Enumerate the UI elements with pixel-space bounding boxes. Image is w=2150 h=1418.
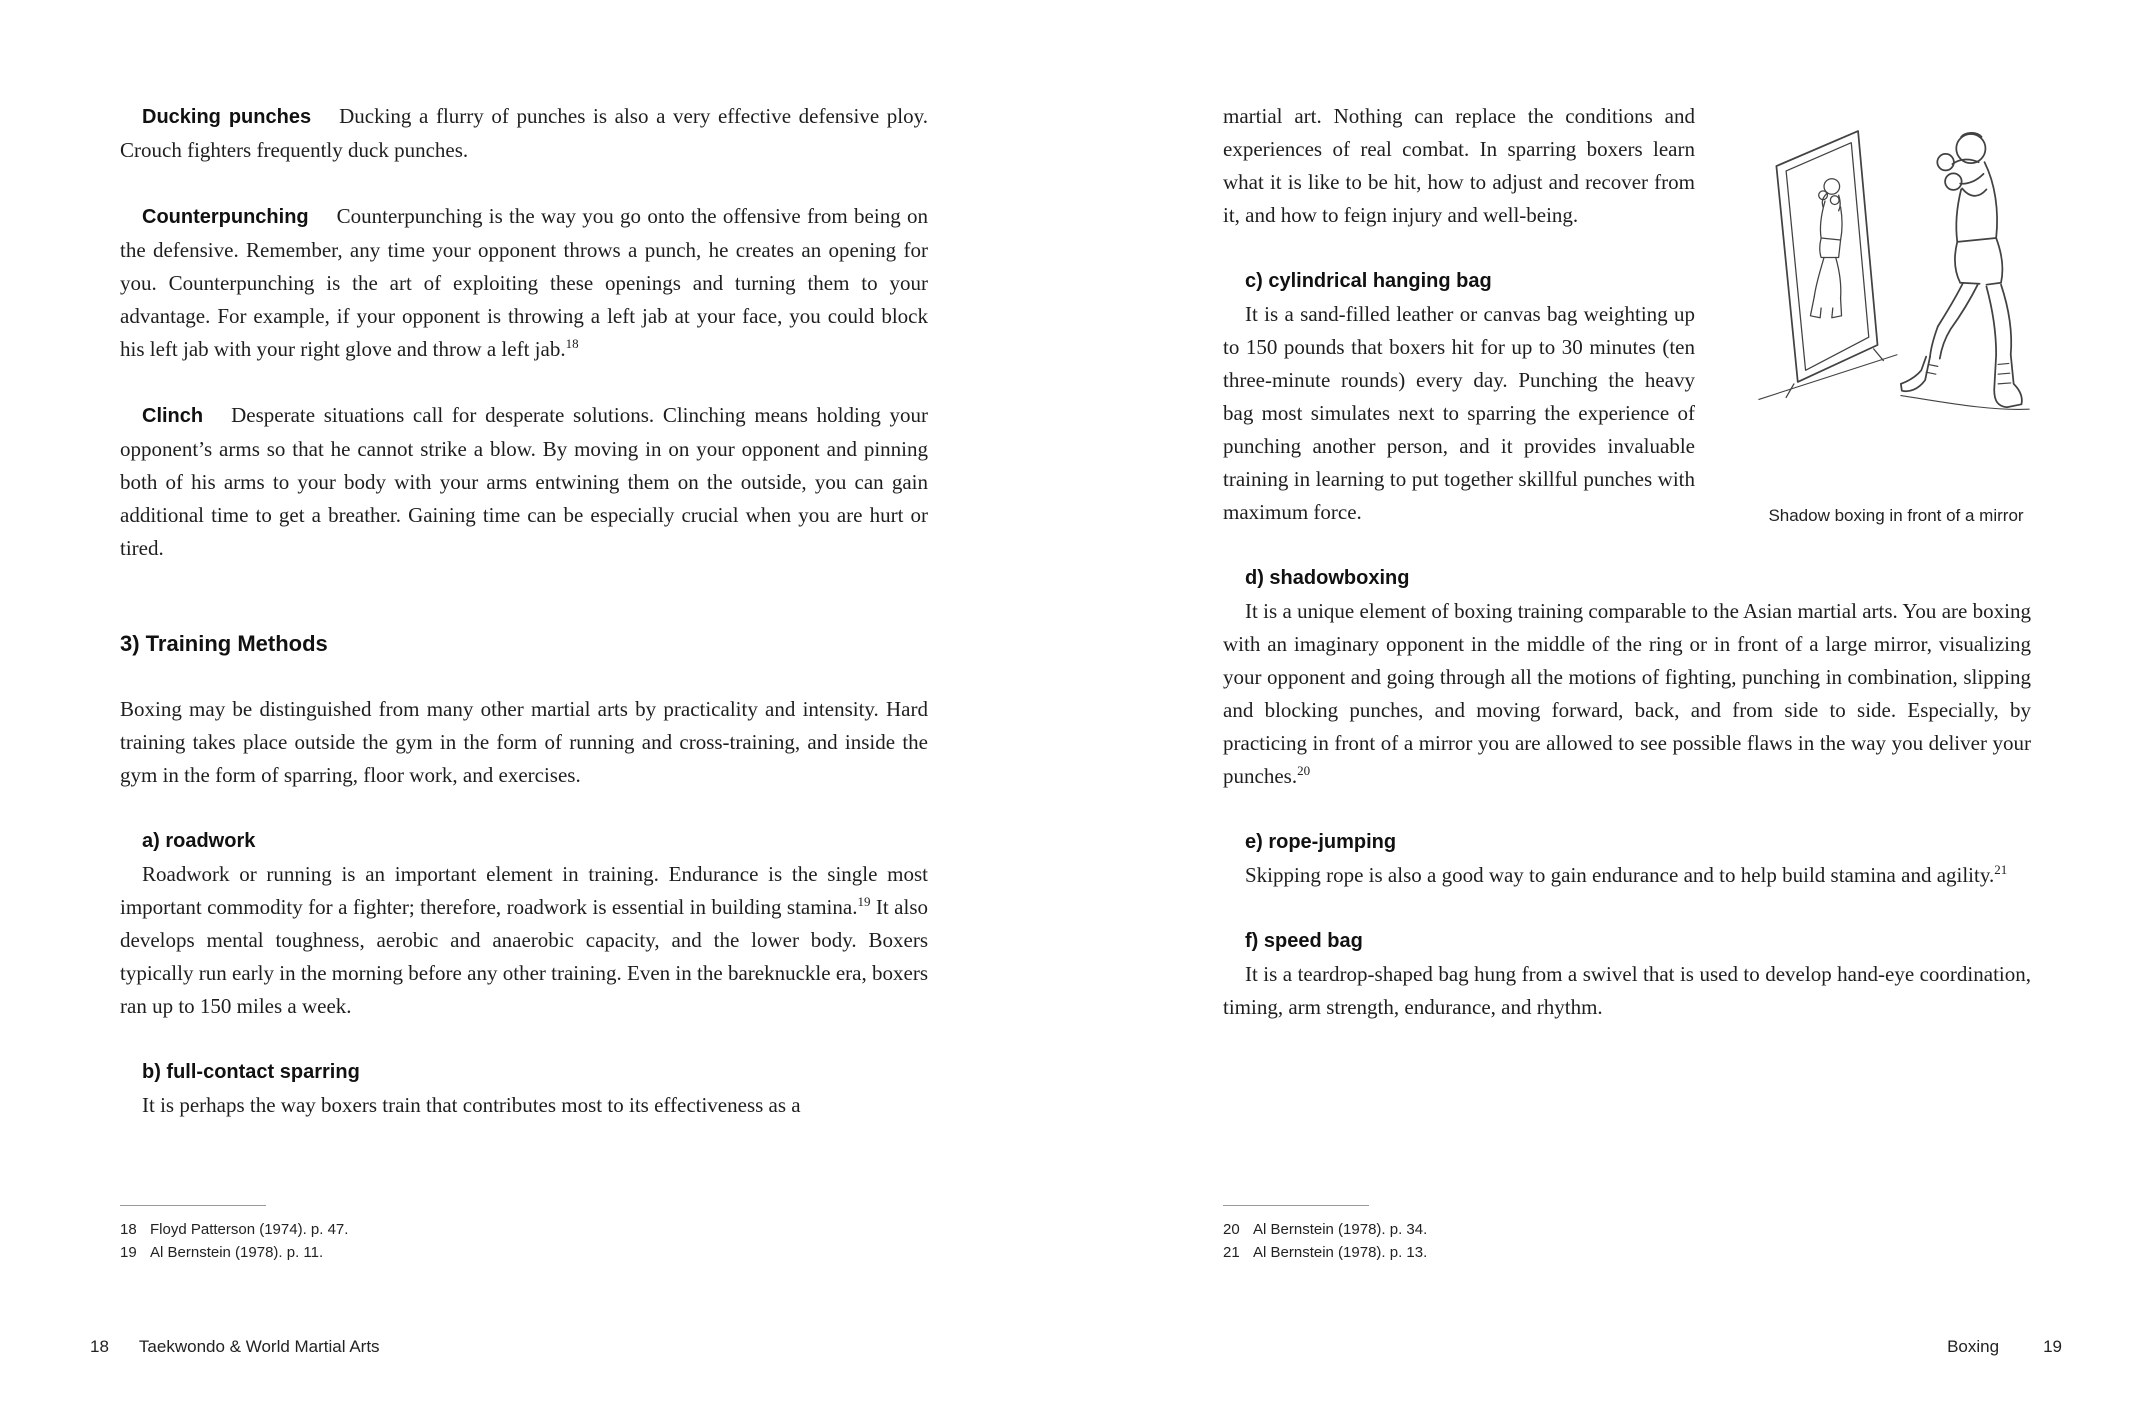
subheading-shadowboxing: d) shadowboxing	[1245, 567, 1410, 589]
paragraph-sparring-continued: martial art. Nothing can replace the conditions and experiences of real combat. In sparring boxers learn what it is like to be hit, how to adjust and recover from it, and how to feign injury and well-being.	[1223, 104, 1695, 227]
page-number-right: 19	[2043, 1337, 2062, 1356]
figure-shadowboxing	[1752, 92, 2040, 526]
footnotes-right-page	[1223, 1205, 1743, 1264]
footnote-reference-21: 21	[1994, 862, 2008, 877]
footnote-21	[1223, 1241, 1743, 1264]
paragraph-shadowboxing	[1223, 595, 2031, 793]
footnote-reference-19: 19	[857, 894, 871, 909]
page-left-text-column	[120, 100, 928, 1122]
running-title-right: Boxing	[1947, 1337, 2000, 1356]
runin-head-clinch: Clinch	[142, 405, 204, 427]
footnote-19	[120, 1241, 640, 1264]
runin-head-counterpunching: Counterpunching	[142, 206, 309, 228]
paragraph-clinch	[120, 399, 928, 565]
figure-caption: Shadow boxing in front of a mirror	[1768, 506, 2024, 525]
footnote-text: Floyd Patterson (1974). p. 47.	[150, 1221, 349, 1238]
subheading-speed-bag: f) speed bag	[1245, 930, 1363, 952]
paragraph-speed-bag: It is a teardrop-shaped bag hung from a swivel that is used to develop hand-eye coordination, timing, arm strength, endurance, and rhythm.	[1223, 962, 2031, 1019]
footnote-text: Al Bernstein (1978). p. 11.	[150, 1244, 324, 1261]
footnote-text: Al Bernstein (1978). p. 13.	[1253, 1244, 1428, 1261]
runin-head-ducking-punches: Ducking punches	[142, 106, 312, 128]
narrow-text-block	[1223, 100, 1695, 529]
footnote-rule	[120, 1205, 266, 1206]
footnotes-left-page	[120, 1205, 640, 1264]
paragraph-text: It also develops mental toughness, aerobic and anaerobic capacity, and the lower body. Boxers typically run early in the morning before any other training. Even in the bareknuckle era, boxers ran up to 150 miles a week.	[120, 895, 928, 1018]
paragraph-training-intro: Boxing may be distinguished from many other martial arts by practicality and intensity. Hard training takes place outside the gym in the form of running and cross-training, and inside the gym in the form of sparring, floor work, and exercises.	[120, 697, 928, 787]
page-footer-left	[90, 1337, 380, 1357]
page-footer-right	[1947, 1337, 2062, 1357]
subheading-full-contact-sparring: b) full-contact sparring	[142, 1061, 360, 1083]
footnote-number: 21	[1223, 1244, 1240, 1261]
footnote-reference-20: 20	[1297, 763, 1311, 778]
subheading-cylindrical-hanging-bag: c) cylindrical hanging bag	[1245, 270, 1492, 292]
paragraph-text: Roadwork or running is an important element in training. Endurance is the single most important commodity for a fighter; therefore, roadwork is essential in building stamina.	[120, 862, 928, 919]
footnote-18	[120, 1218, 640, 1241]
subheading-roadwork: a) roadwork	[142, 830, 256, 852]
running-title-left: Taekwondo & World Martial Arts	[138, 1337, 380, 1356]
page-number-left: 18	[90, 1337, 109, 1356]
paragraph-text: Skipping rope is also a good way to gain endurance and to help build stamina and agility.	[1245, 863, 1995, 887]
footnote-20	[1223, 1218, 1743, 1241]
paragraph-sparring-start: It is perhaps the way boxers train that contributes most to its effectiveness as a	[142, 1093, 801, 1117]
paragraph-ducking-punches	[120, 100, 928, 167]
section-heading-training-methods: 3) Training Methods	[120, 631, 328, 656]
paragraph-text: Desperate situations call for desperate solutions. Clinching means holding your opponent’s arms so that he cannot strike a blow. By moving in on your opponent and pinning both of his arms to your body with your arms entwining them on the outside, you can gain additional time to get a breather. Gaining time can be especially crucial when you are hurt or tired.	[120, 403, 928, 560]
subheading-rope-jumping: e) rope-jumping	[1245, 831, 1397, 853]
footnote-rule	[1223, 1205, 1369, 1206]
footnote-reference-18: 18	[565, 336, 579, 351]
shadowboxing-mirror-illustration	[1755, 92, 2037, 491]
paragraph-text: Ducking a flurry of punches is also a very effective defensive ploy. Crouch fighters frequently duck punches.	[120, 104, 928, 162]
paragraph-text: Counterpunching is the way you go onto the offensive from being on the defensive. Remember, any time your opponent throws a punch, he creates an opening for you. Counterpunching is the art of exploiting these openings and turning them to your advantage. For example, if your opponent is throwing a left jab at your face, you could block his left jab with your right glove and throw a left jab.	[120, 204, 928, 361]
paragraph-rope-jumping	[1223, 859, 2031, 892]
paragraph-roadwork	[120, 858, 928, 1023]
footnote-number: 18	[120, 1221, 137, 1238]
footnote-text: Al Bernstein (1978). p. 34.	[1253, 1221, 1428, 1238]
paragraph-hanging-bag: It is a sand-filled leather or canvas bag weighting up to 150 pounds that boxers hit for up to 30 minutes (ten three-minute rounds) every day. Punching the heavy bag most simulates next to sparring the experience of punching another person, and it provides invaluable training in learning to put together skillful punches with maximum force.	[1223, 302, 1695, 524]
footnote-number: 19	[120, 1244, 137, 1261]
paragraph-counterpunching	[120, 200, 928, 366]
footnote-number: 20	[1223, 1221, 1240, 1238]
paragraph-text: It is a unique element of boxing training comparable to the Asian martial arts. You are boxing with an imaginary opponent in the middle of the ring or in front of a large mirror, visualizing your opponent and going through all the motions of fighting, punching in combination, slipping and blocking punches, and moving forward, back, and from side to side. Especially, by practicing in front of a mirror you are allowed to see possible flaws in the way you deliver your punches.	[1223, 599, 2031, 788]
